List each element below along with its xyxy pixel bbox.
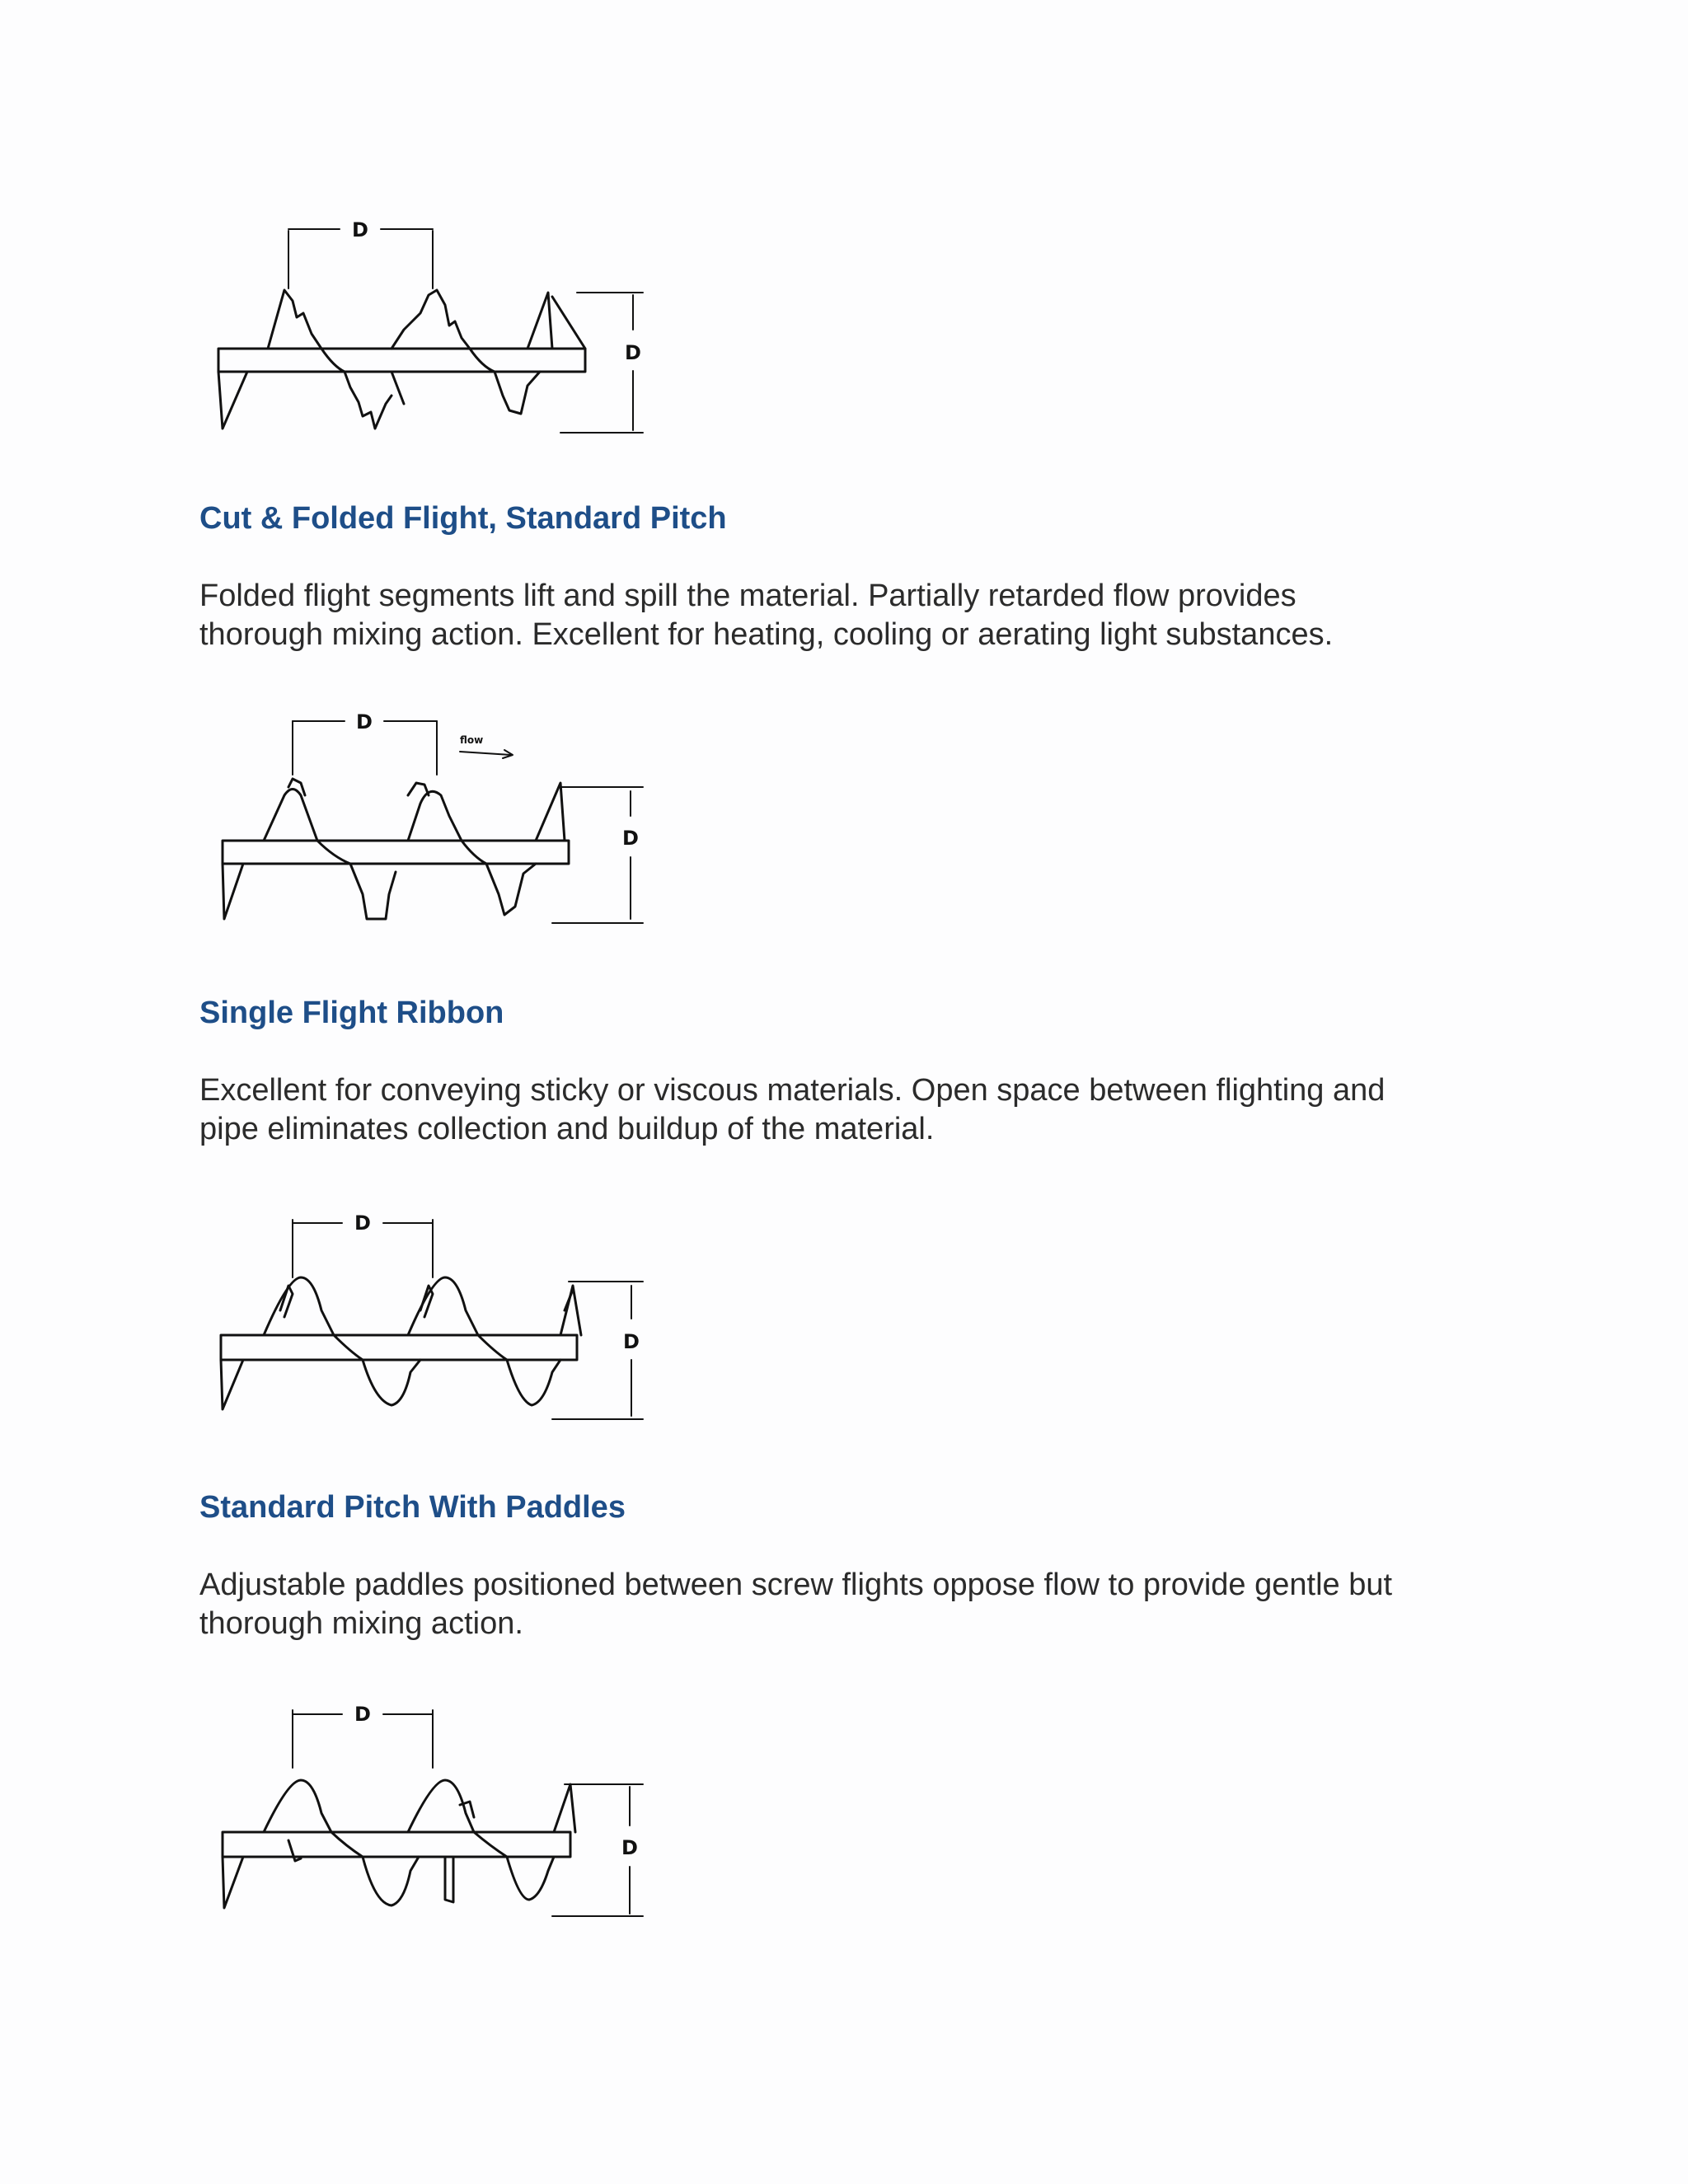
section-heading: Cut & Folded Flight, Standard Pitch xyxy=(199,501,727,536)
flow-label: flow xyxy=(460,734,484,746)
description-line: thorough mixing action. Excellent for heating, cooling or aerating light substances. xyxy=(199,617,1334,652)
screw-flight-diagram xyxy=(198,1681,659,1937)
pitch-label: D xyxy=(356,710,373,733)
diameter-label: D xyxy=(621,1836,638,1859)
single-flight-ribbon-diagram xyxy=(198,692,659,948)
section-description xyxy=(199,577,1518,654)
section-heading: Standard Pitch With Paddles xyxy=(199,1490,626,1525)
section-heading: Single Flight Ribbon xyxy=(199,996,504,1030)
description-line: Adjustable paddles positioned between screw flights oppose flow to provide gentle but xyxy=(199,1568,1393,1602)
cut-folded-flight-diagram xyxy=(198,198,659,453)
standard-pitch-paddles-diameter xyxy=(198,1187,659,1442)
description-line: pipe eliminates collection and buildup of the material. xyxy=(199,1112,935,1146)
section-description xyxy=(199,1071,1518,1149)
description-line: Folded flight segments lift and spill the material. Partially retarded flow provides xyxy=(199,579,1296,613)
pitch-label: D xyxy=(354,1703,371,1726)
diameter-label: D xyxy=(623,1330,640,1353)
description-line: thorough mixing action. xyxy=(199,1606,523,1641)
diameter-label: D xyxy=(622,827,639,850)
description-line: Excellent for conveying sticky or viscous materials. Open space between flighting and xyxy=(199,1073,1386,1108)
section-description xyxy=(199,1566,1518,1643)
pitch-label: D xyxy=(352,218,368,241)
pitch-label: D xyxy=(354,1212,371,1235)
diameter-label: D xyxy=(625,341,641,364)
